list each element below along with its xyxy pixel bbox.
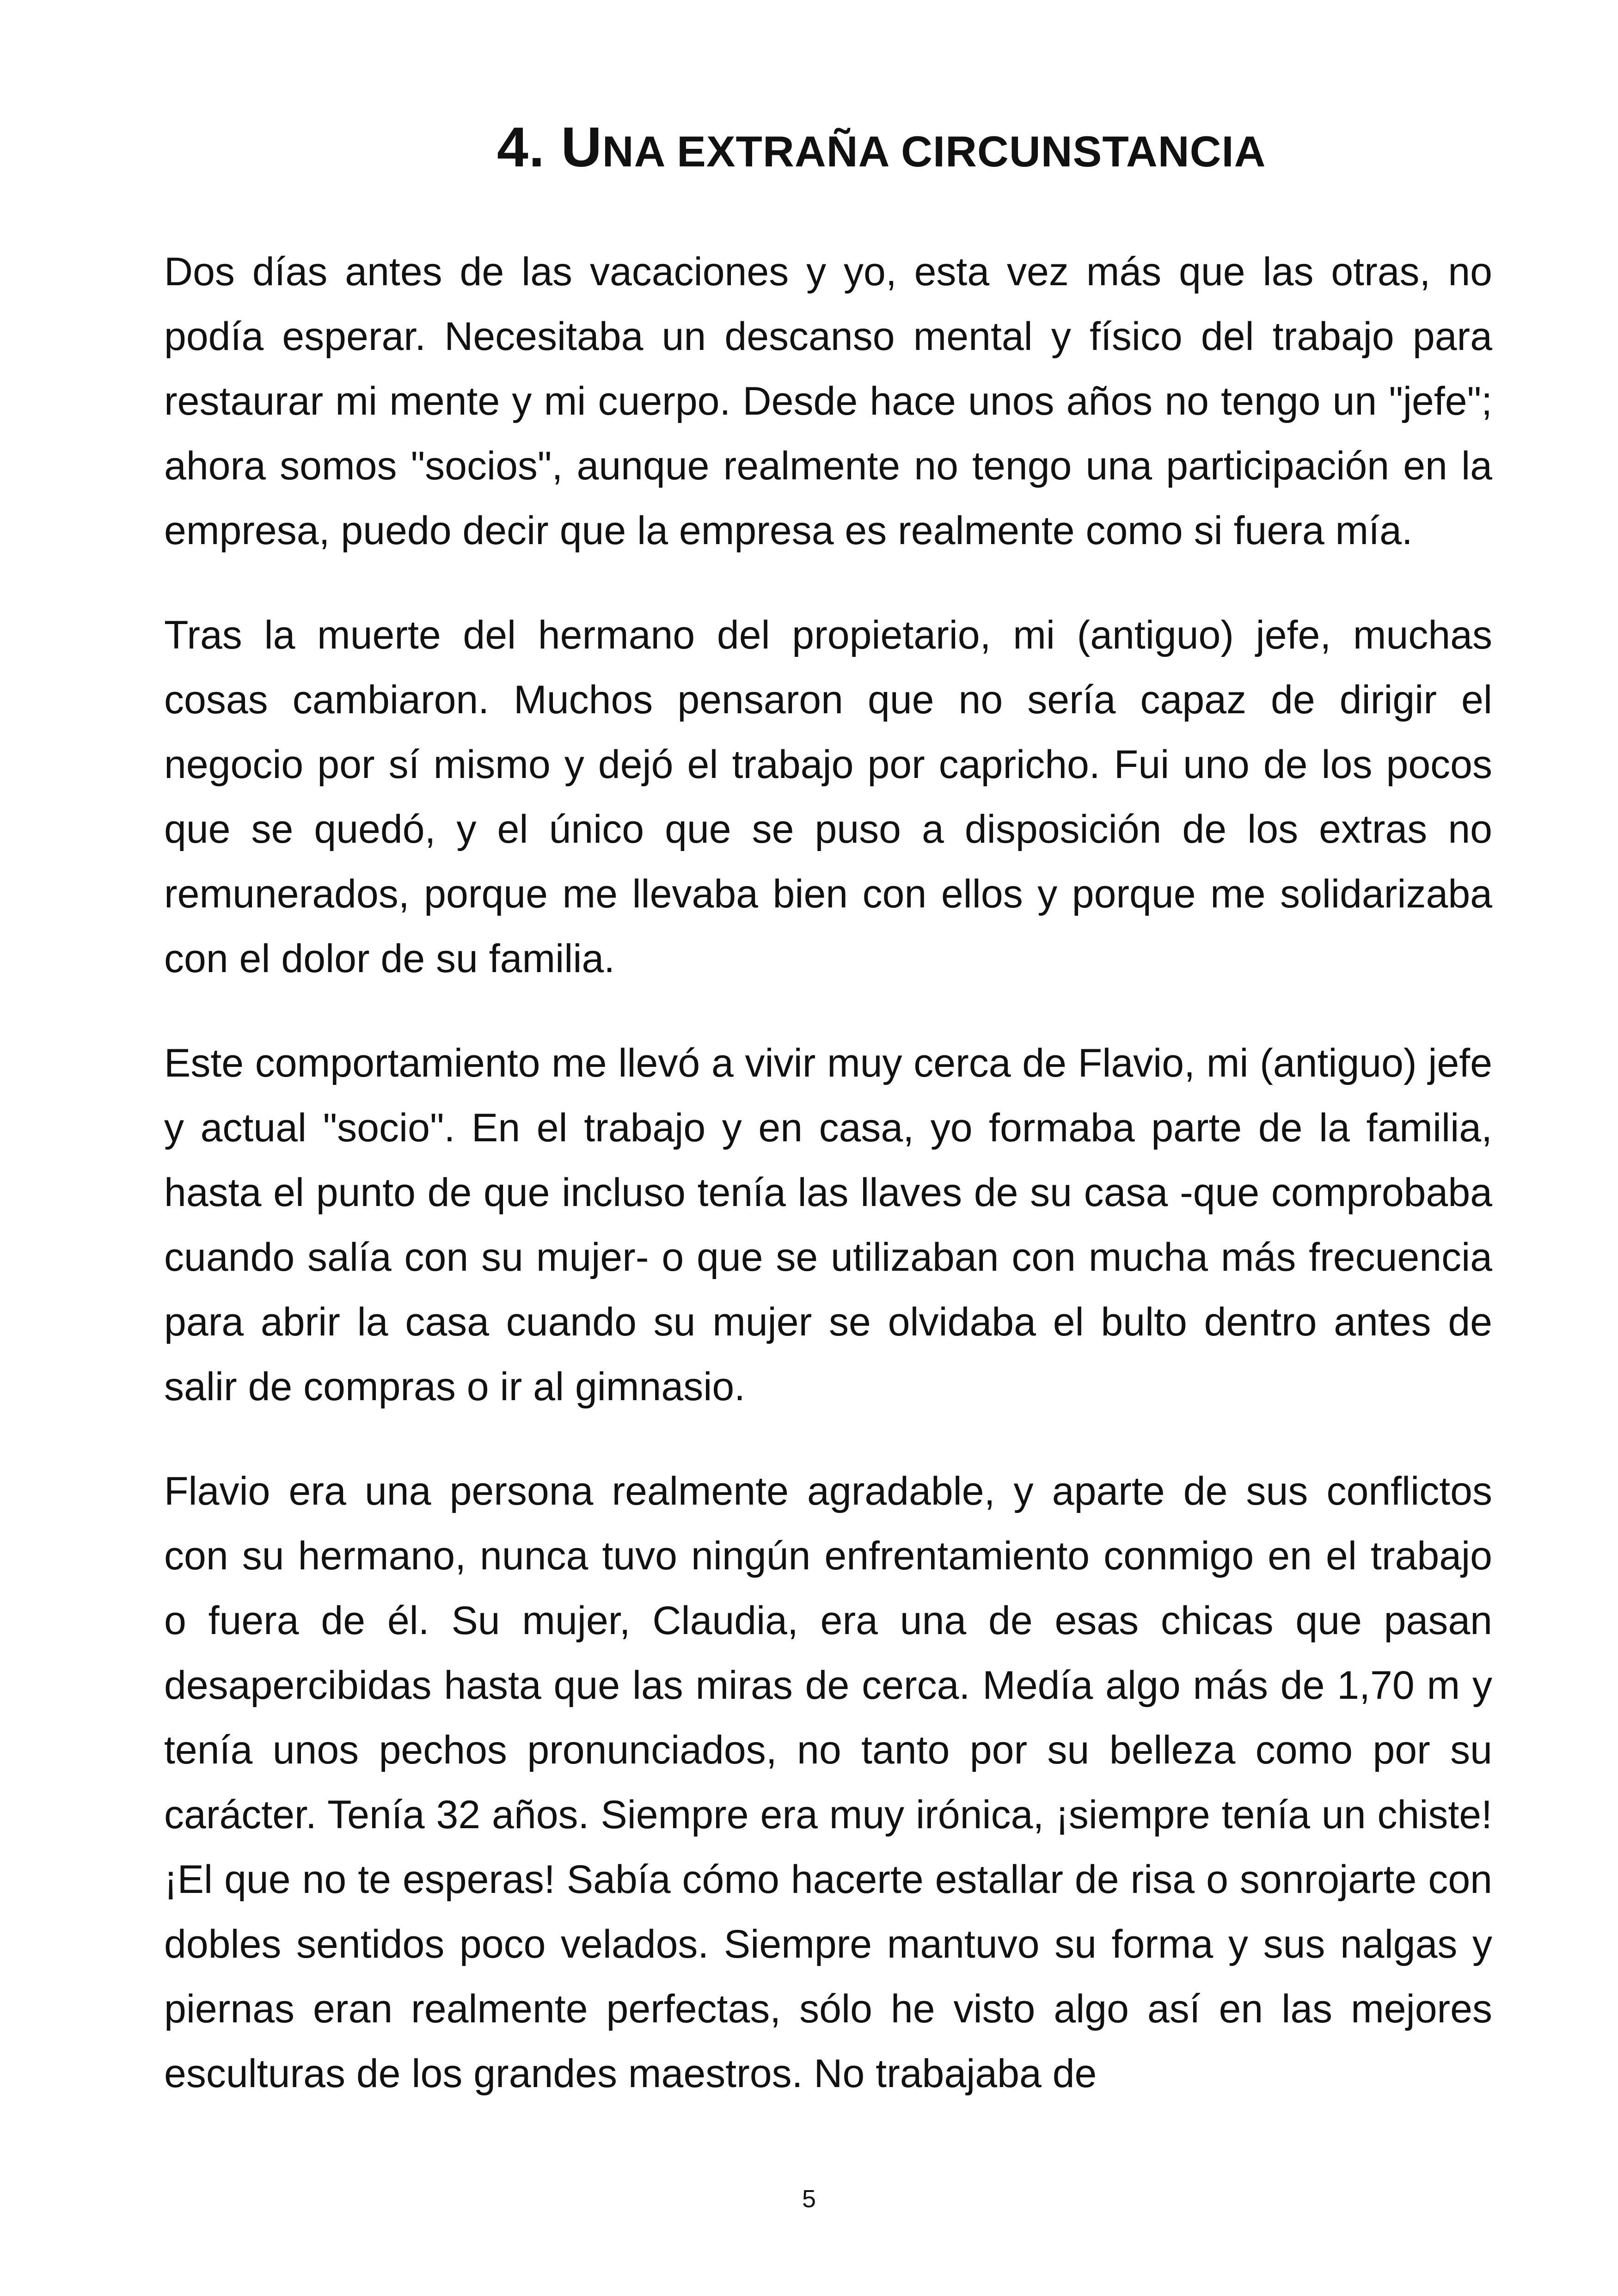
paragraph-1: Dos días antes de las vacaciones y yo, esta vez más que las otras, no podía esperar. Necesitaba un descanso mental y físico del trabajo para restaurar mi mente y mi cuerpo. Desde hace unos años no tengo un "jefe"; ahora somos "socios", aunque realmente no tengo una participación en la empresa, puedo decir que la empresa es realmente como si fuera mía. xyxy=(164,250,1492,553)
paragraph-2: Tras la muerte del hermano del propietario, mi (antiguo) jefe, muchas cosas cambiaron. Muchos pensaron que no sería capaz de dirigir el negocio por sí mismo y dejó el trabajo por capricho. Fui uno de los pocos que se quedó, y el único que se puso a disposición de los extras no remunerados, porque me llevaba bien con ellos y porque me solidarizaba con el dolor de su familia. xyxy=(164,613,1492,981)
paragraph-3: Este comportamiento me llevó a vivir muy cerca de Flavio, mi (antiguo) jefe y actual "socio". En el trabajo y en casa, yo formaba parte de la familia, hasta el punto de que incluso tenía las llaves de su casa -que comprobaba cuando salía con su mujer- o que se utilizaban con mucha más frecuencia para abrir la casa cuando su mujer se olvidaba el bulto dentro antes de salir de compras o ir al gimnasio. xyxy=(164,1041,1492,1409)
chapter-title-rest: NA EXTRAÑA CIRCUNSTANCIA xyxy=(602,127,1266,176)
page-number: 5 xyxy=(802,2185,816,2213)
paragraph-4: Flavio era una persona realmente agradable, y aparte de sus conflictos con su hermano, nunca tuvo ningún enfrentamiento conmigo en el trabajo o fuera de él. Su mujer, Claudia, era una de esas chicas que pasan desapercibidas hasta que las miras de cerca. Medía algo más de 1,70 m y tenía unos pechos pronunciados, no tanto por su belleza como por su carácter. Tenía 32 años. Siempre era muy irónica, ¡siempre tenía un chiste! ¡El que no te esperas! Sabía cómo hacerte estallar de risa o sonrojarte con dobles sentidos poco velados. Siempre mantuvo su forma y sus nalgas y piernas eran realmente perfectas, sólo he visto algo así en las mejores esculturas de los grandes maestros. No trabajaba de xyxy=(164,1469,1492,2096)
chapter-title xyxy=(497,113,1514,181)
chapter-number: 4. xyxy=(497,116,545,178)
body-text xyxy=(164,239,1492,2146)
chapter-title-initial: U xyxy=(561,116,602,178)
